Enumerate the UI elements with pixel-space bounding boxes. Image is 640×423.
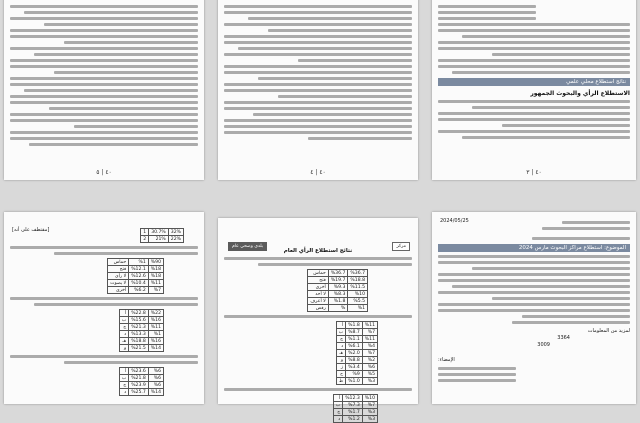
table-row: 32% 30.7% 1 <box>141 229 184 236</box>
page-number: ٤٠ | ٤ <box>310 169 326 176</box>
document-page-1 <box>4 0 204 180</box>
table-row: %1 %13.3 د <box>119 331 163 338</box>
table-row: %7 %7.3 ب <box>333 402 377 409</box>
table-row: %90 %1 حماس <box>108 259 164 266</box>
table-row: %18 %12.6 لا رأي <box>108 273 164 280</box>
table-row: %6 %3.4 ز <box>336 364 377 371</box>
org-tag: مركز <box>392 242 410 251</box>
table-row: %11 %21.3 ج <box>119 324 163 331</box>
table-row: %18 %12.1 فتح <box>108 266 164 273</box>
table-row: %14 %21.5 و <box>119 345 163 352</box>
table-row: %18.8 %19.7 فتح <box>308 277 368 284</box>
table-row: %16 %18.8 هـ <box>119 338 163 345</box>
results-table-2 <box>336 321 378 385</box>
table-row: %2 %8.8 و <box>336 357 377 364</box>
document-page-3 <box>432 0 636 180</box>
table-row: %16 %15.6 ب <box>119 317 163 324</box>
table-row: %22 %22.8 أ <box>119 310 163 317</box>
table-row: %3 %1.0 ط <box>336 378 377 385</box>
results-table-4 <box>119 367 164 396</box>
document-page-6 <box>432 212 636 404</box>
table-row: %1 % رفض <box>308 305 368 312</box>
page-tag: [مقتطف على أنه] <box>12 227 50 233</box>
results-table-1 <box>307 269 368 312</box>
table-row: 22% 21% 2 <box>141 236 184 243</box>
table-row: %7 %6.2 أخرى <box>108 287 164 294</box>
table-row: %36.7 %36.7 حماس <box>308 270 368 277</box>
table-row: %6 %21.8 ب <box>119 375 163 382</box>
section-bar: نتائج استطلاع محلي علمي <box>438 78 630 86</box>
table-row: %14 %25.7 د <box>119 389 163 396</box>
document-page-5 <box>218 218 418 422</box>
results-table-2 <box>107 258 164 294</box>
reference-number-1: 3364 <box>557 335 570 341</box>
document-date: 2024/05/25 <box>440 218 469 224</box>
table-row: %11 %1.1 ج <box>336 336 377 343</box>
table-row: %3 %1.7 ج <box>333 409 377 416</box>
table-row: %11 %1.8 أ <box>336 322 377 329</box>
table-row: %10 %12.3 أ <box>333 395 377 402</box>
table-row: %7 %8.7 ب <box>336 329 377 336</box>
results-table-1 <box>140 228 184 243</box>
document-page-4 <box>4 212 204 404</box>
table-row: %11.5 %9.3 أخرى <box>308 284 368 291</box>
results-table-3 <box>119 309 164 352</box>
subject-bar: الموضوع: استطلاع مراكز البحوث مارس 2024 <box>438 244 630 252</box>
reference-number-2: 3009 <box>537 342 550 348</box>
center-tag: بلدي وصحي عام <box>228 242 267 251</box>
reference-label: لمزيد من المعلومات <box>587 328 630 334</box>
section-title: الاستطلاع الرأي والبحوث الجمهور <box>530 90 630 97</box>
table-row: %7 %2.0 هـ <box>336 350 377 357</box>
page-number: ٤٠ | ٥ <box>96 169 112 176</box>
table-row: %11 %10.4 لا يصوت <box>108 280 164 287</box>
page-number: ٤٠ | ٣ <box>526 169 542 176</box>
results-table-3 <box>333 394 378 423</box>
signature-label: الإمضاء: <box>438 357 455 363</box>
document-page-2 <box>218 0 418 180</box>
table-row: %10 %8.3 لا أحد <box>308 291 368 298</box>
table-row: %6 %23.9 ج <box>119 382 163 389</box>
table-row: %5.5 %1.8 لا أعرف <box>308 298 368 305</box>
table-row: %6 %23.6 أ <box>119 368 163 375</box>
table-row: %3 %1.2 د <box>333 416 377 423</box>
page-title: نتائج استطلاع الرأي العام <box>283 248 353 254</box>
table-row: %4 %6.1 د <box>336 343 377 350</box>
table-row: %5 %9 ح <box>336 371 377 378</box>
